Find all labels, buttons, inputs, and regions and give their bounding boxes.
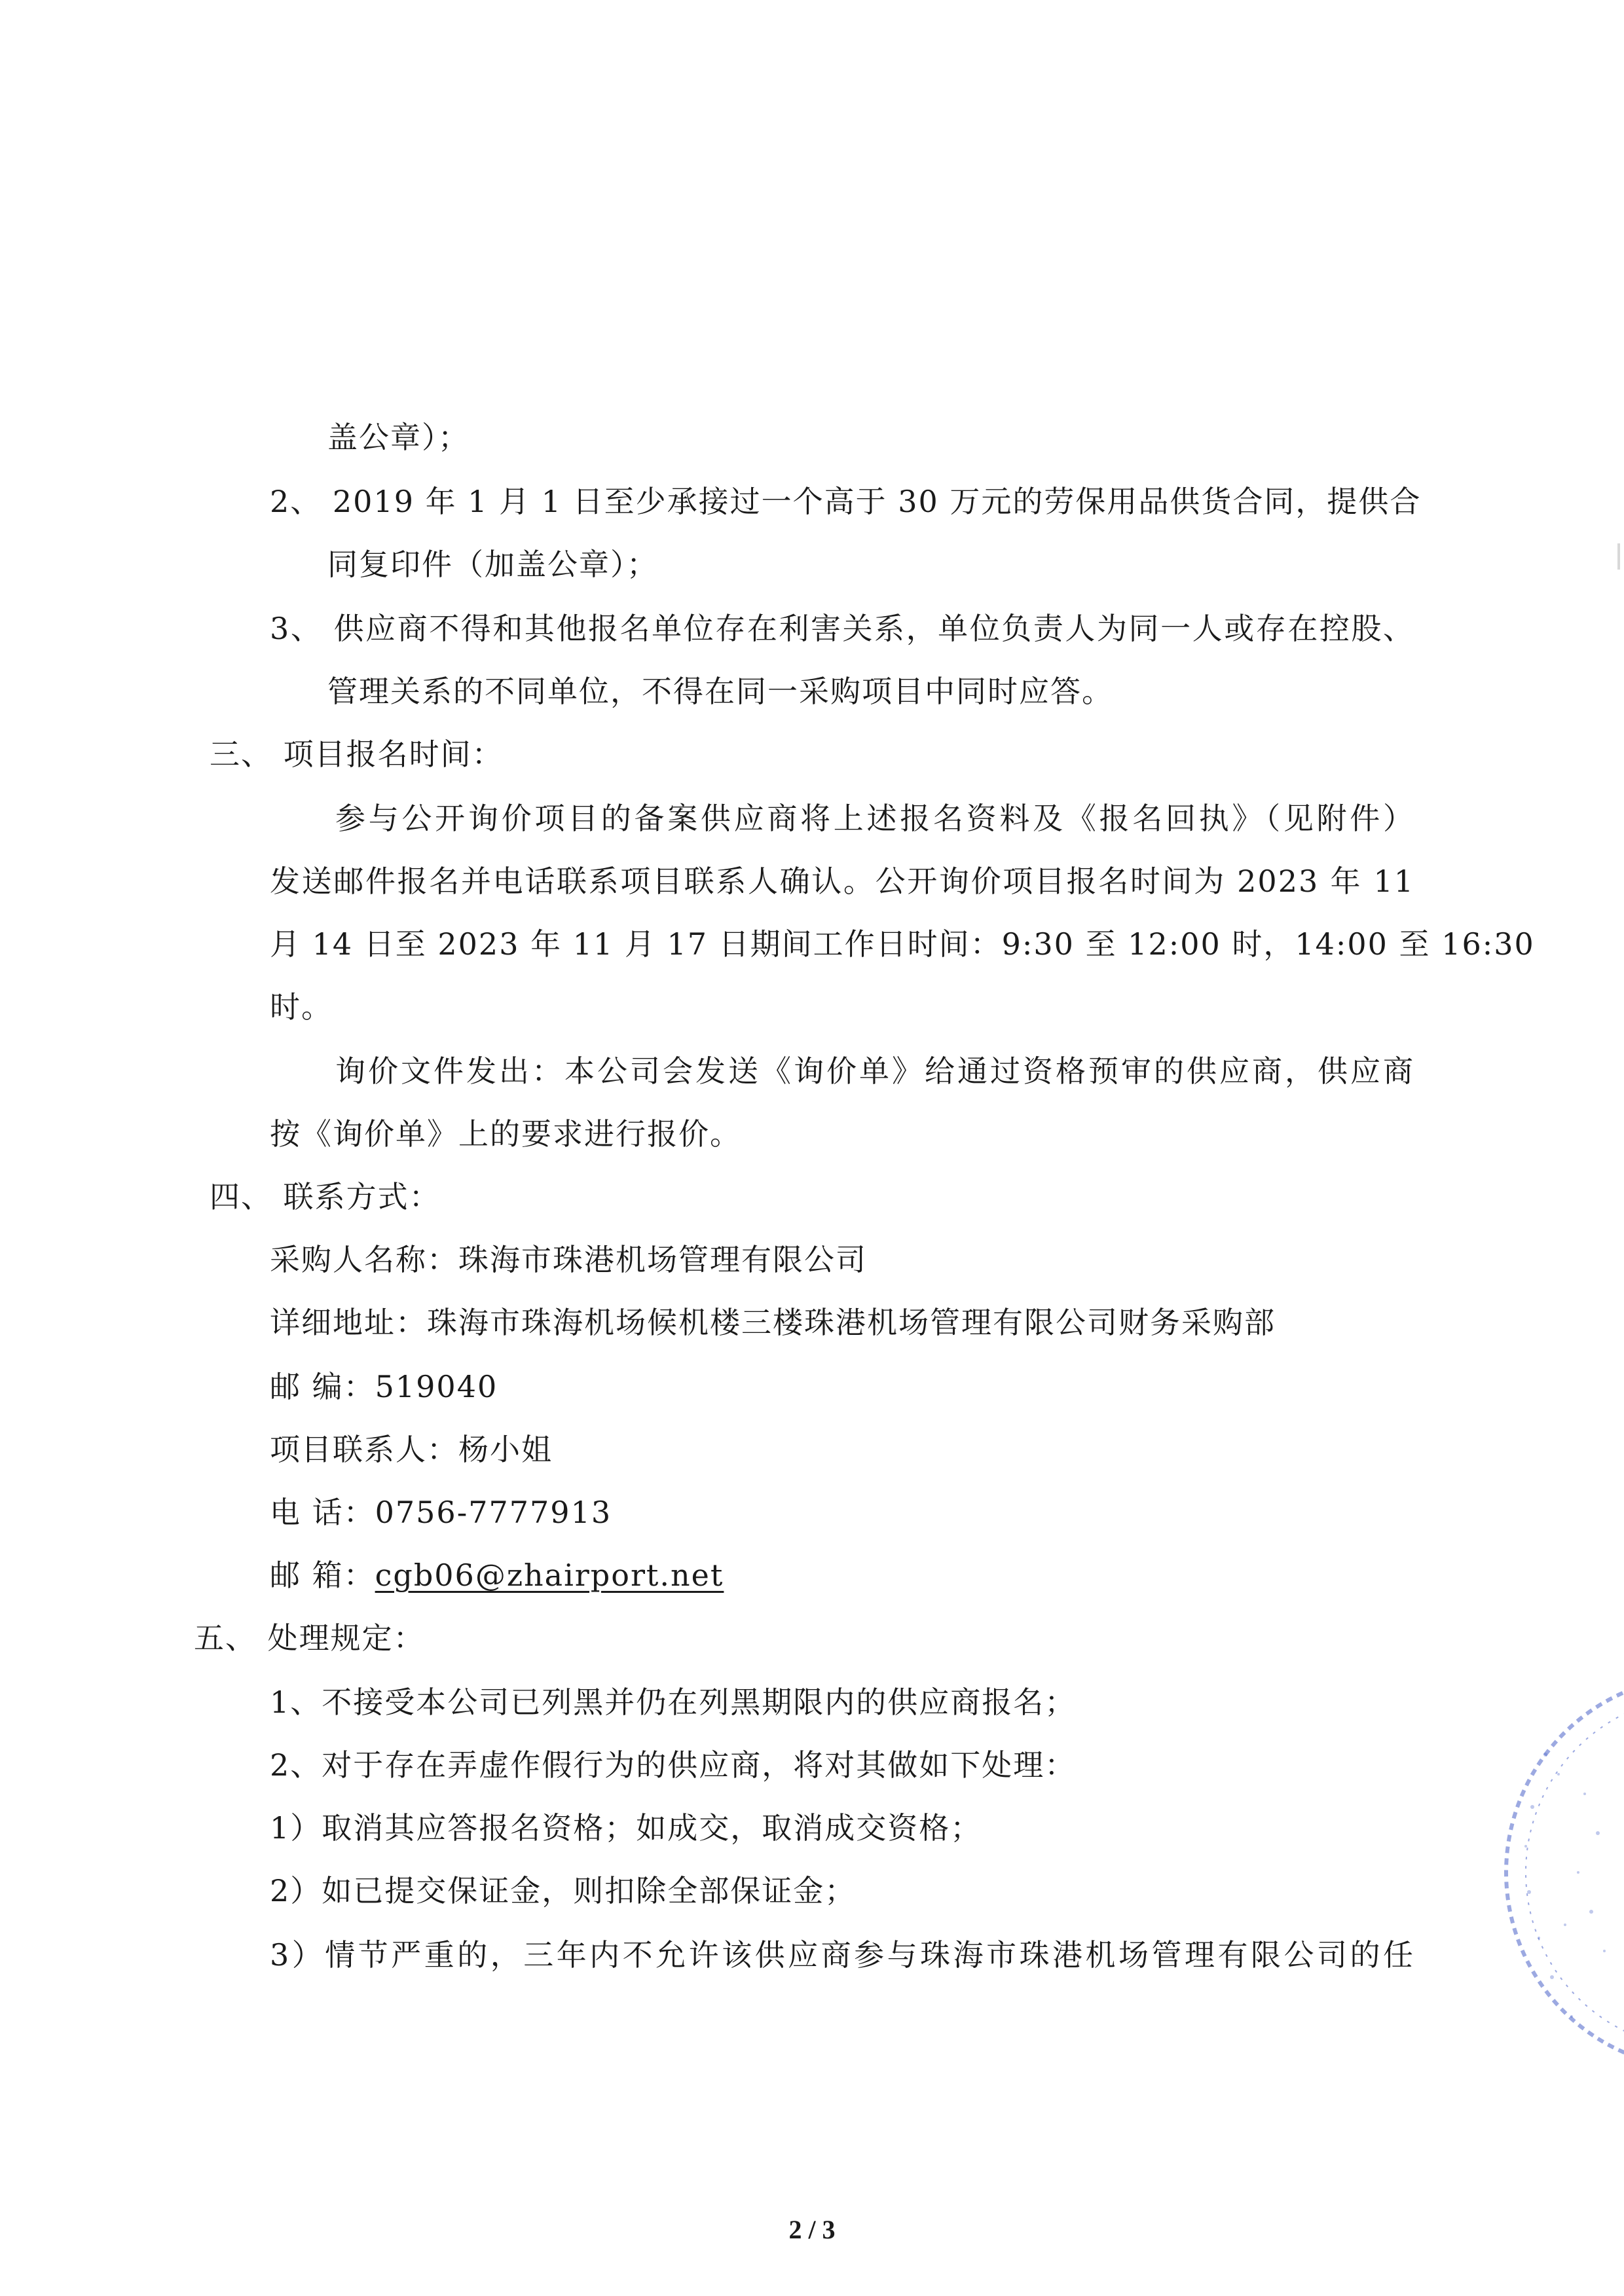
line-5: 管理关系的不同单位，不得在同一采购项目中同时应答。 xyxy=(327,674,1113,709)
line-12: 按《询价单》上的要求进行报价。 xyxy=(270,1116,741,1152)
rule-2-item-3: 3）情节严重的，三年内不允许该供应商参与珠海市珠港机场管理有限公司的任 xyxy=(270,1937,1414,1973)
contact-email xyxy=(270,1554,724,1596)
contact-purchaser: 采购人名称：珠海市珠港机场管理有限公司 xyxy=(270,1242,867,1277)
rule-2-item-1: 1）取消其应答报名资格；如成交，取消成交资格； xyxy=(270,1810,982,1846)
section-3-heading: 三、 项目报名时间： xyxy=(210,737,504,772)
partial-seal-stamp xyxy=(1467,1676,1624,2069)
line-7: 参与公开询价项目的备案供应商将上述报名资料及《报名回执》（见附件） xyxy=(335,801,1414,836)
contact-email-label: 邮 箱： xyxy=(270,1558,375,1593)
contact-postcode: 邮 编：519040 xyxy=(270,1369,498,1404)
line-2: 2、 2019 年 1 月 1 日至少承接过一个高于 30 万元的劳保用品供货合同，提供合 xyxy=(270,484,1422,519)
line-4: 3、 供应商不得和其他报名单位存在利害关系，单位负责人为同一人或存在控股、 xyxy=(270,611,1414,646)
page-number: 2 / 3 xyxy=(788,2215,836,2244)
line-11: 询价文件发出：本公司会发送《询价单》给通过资格预审的供应商，供应商 xyxy=(335,1053,1414,1089)
line-10: 时。 xyxy=(270,989,333,1025)
scan-edge-mark xyxy=(1617,543,1620,570)
section-5-heading: 五、 处理规定： xyxy=(194,1620,425,1656)
rule-2: 2、对于存在弄虚作假行为的供应商，将对其做如下处理： xyxy=(270,1747,1077,1783)
line-3: 同复印件（加盖公章）； xyxy=(327,547,658,582)
contact-phone xyxy=(270,1491,612,1533)
contact-phone-value: 0756-7777913 xyxy=(375,1495,612,1530)
email-link[interactable]: cgb06@zhairport.net xyxy=(375,1558,724,1593)
line-1: 盖公章）； xyxy=(327,420,470,455)
line-8: 发送邮件报名并电话联系项目联系人确认。公开询价项目报名时间为 2023 年 11 xyxy=(270,864,1414,899)
contact-phone-label: 电 话： xyxy=(270,1495,375,1530)
rule-1: 1、不接受本公司已列黑并仍在列黑期限内的供应商报名； xyxy=(270,1685,1077,1720)
section-4-heading: 四、 联系方式： xyxy=(210,1179,441,1214)
rule-2-item-2: 2）如已提交保证金，则扣除全部保证金； xyxy=(270,1873,857,1908)
line-9: 月 14 日至 2023 年 11 月 17 日期间工作日时间：9:30 至 12:00 时，14:00 至 16:30 xyxy=(270,926,1535,962)
contact-person: 项目联系人：杨小姐 xyxy=(270,1432,553,1467)
contact-address: 详细地址：珠海市珠海机场候机楼三楼珠港机场管理有限公司财务采购部 xyxy=(270,1305,1276,1340)
